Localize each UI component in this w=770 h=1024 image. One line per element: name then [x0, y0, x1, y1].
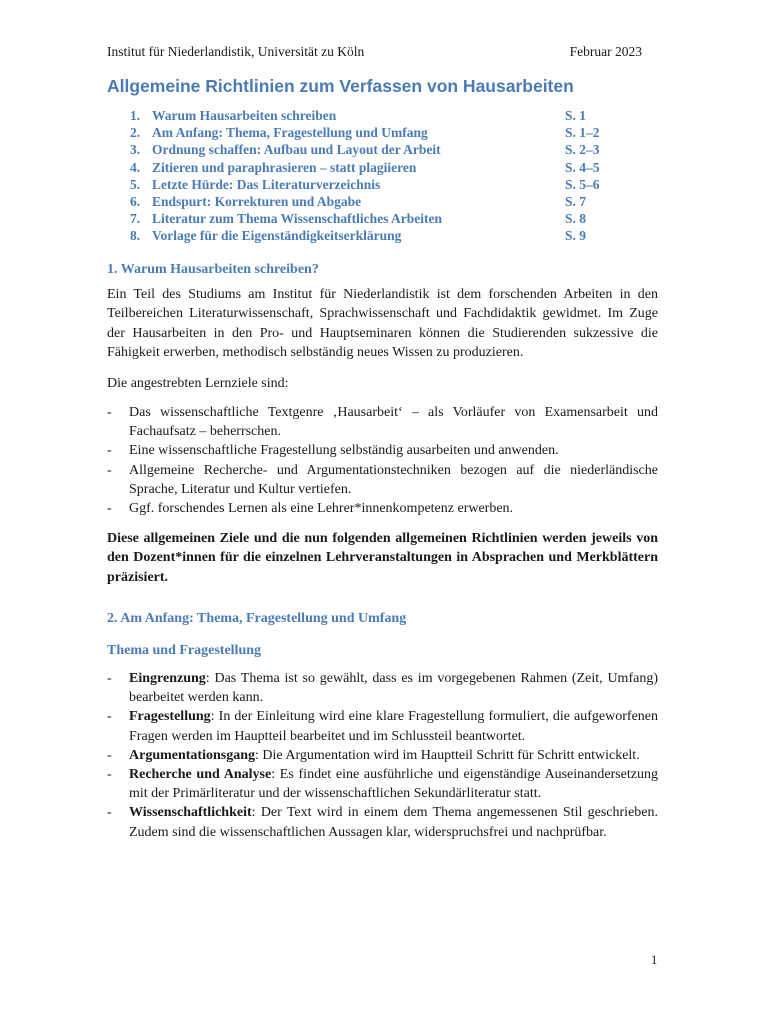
table-of-contents [130, 107, 610, 245]
toc-page: S. 4–5 [565, 159, 600, 175]
toc-page: S. 9 [565, 228, 587, 244]
toc-number: 6. [130, 193, 141, 209]
toc-title: Endspurt: Korrekturen und Abgabe [152, 193, 362, 209]
list-item: - Das wissenschaftliche Textgenre ‚Hausarbeit‘ – als Vorläufer von Examensarbeit und Fachaufsatz – beherrschen. [107, 403, 658, 441]
toc-number: 4. [130, 159, 141, 175]
header-institute: Institut für Niederlandistik, Universität zu Köln [107, 44, 365, 59]
section-2-subheading: Thema und Fragestellung [107, 643, 262, 658]
page-number: 1 [651, 953, 658, 967]
toc-number: 2. [130, 125, 141, 141]
toc-entry[interactable] [130, 193, 610, 210]
header-date: Februar 2023 [569, 44, 642, 59]
criterion-text: : Das Thema ist so gewählt, dass es im vorgegebenen Rahmen (Zeit, Umfang) bearbeitet werden kann. [129, 671, 658, 706]
toc-title: Ordnung schaffen: Aufbau und Layout der Arbeit [152, 142, 441, 158]
toc-number: 8. [130, 228, 141, 244]
toc-entry[interactable] [130, 176, 610, 193]
list-item [107, 707, 658, 745]
criterion-term: Fragestellung [129, 709, 211, 725]
toc-title: Warum Hausarbeiten schreiben [152, 108, 337, 123]
learning-goals-list [107, 403, 658, 518]
list-item: - Allgemeine Recherche- und Argumentationstechniken bezogen auf die niederländische Sprache, Literatur und Kultur vertiefen. [107, 461, 658, 499]
criterion-text: : Der Text wird in einem dem Thema angemessenen Stil geschrieben. Zudem sind die wissenschaftlichen Aussagen klar, widerspruchsfrei und nachprüfbar. [129, 805, 658, 840]
list-item: - Eine wissenschaftliche Fragestellung selbständig ausarbeiten und anwenden. [107, 441, 658, 460]
criterion-term: Wissenschaftlichkeit [129, 805, 252, 821]
toc-number: 7. [130, 211, 141, 227]
criterion-text: : Die Argumentation wird im Hauptteil Schritt für Schritt entwickelt. [255, 747, 640, 763]
list-item [107, 803, 658, 841]
criterion-term: Recherche und Analyse [129, 767, 272, 783]
list-item: - Ggf. forschendes Lernen als eine Lehrer*innenkompetenz erwerben. [107, 499, 658, 518]
toc-page: S. 8 [565, 211, 587, 227]
toc-entry[interactable] [130, 141, 610, 158]
toc-number: 5. [130, 176, 141, 192]
toc-title: Letzte Hürde: Das Literaturverzeichnis [152, 176, 381, 192]
section-1-intro: Ein Teil des Studiums am Institut für Niederlandistik ist dem forschenden Arbeiten in den Teilbereichen Literaturwissenschaft, Sprachwissenschaft und Fachdidaktik gewidmet. Im Zuge der Hausarbeiten in den Pro- und Hauptseminaren können die Studierenden sukzessive die Fähigkeit erwerben, methodisch selbständig neues Wissen zu produzieren. [107, 287, 658, 361]
toc-page: S. 1 [565, 108, 587, 123]
toc-entry[interactable] [130, 210, 610, 227]
toc-page: S. 1–2 [565, 125, 600, 141]
toc-entry[interactable] [130, 124, 610, 141]
criteria-list [107, 669, 658, 842]
toc-number: 1. [130, 108, 141, 123]
toc-title: Literatur zum Thema Wissenschaftliches Arbeiten [152, 211, 442, 227]
toc-entry[interactable] [130, 159, 610, 176]
list-item [107, 746, 658, 765]
toc-title: Am Anfang: Thema, Fragestellung und Umfang [152, 125, 428, 141]
criterion-text: : Es findet eine ausführliche und eigenständige Auseinandersetzung mit der Primärliteratur und der wissenschaftlichen Sekundärliteratur statt. [129, 767, 658, 802]
criterion-text: : In der Einleitung wird eine klare Fragestellung formuliert, die aufgeworfenen Fragen werden im Hauptteil bearbeitet und im Schlussteil beantwortet. [129, 709, 658, 744]
section-2-heading: 2. Am Anfang: Thema, Fragestellung und Umfang [107, 611, 407, 626]
list-item [107, 765, 658, 803]
page-header [107, 44, 642, 60]
list-item [107, 669, 658, 707]
section-1-conclusion: Diese allgemeinen Ziele und die nun folgenden allgemeinen Richtlinien werden jeweils von den Dozent*innen für die einzelnen Lehrveranstaltungen in Absprachen und Merkblättern präzisiert. [107, 531, 658, 585]
criterion-term: Eingrenzung [129, 671, 206, 686]
toc-entry[interactable] [130, 107, 610, 124]
toc-entry[interactable] [130, 227, 610, 244]
toc-page: S. 5–6 [565, 176, 600, 192]
section-1-heading: 1. Warum Hausarbeiten schreiben? [107, 262, 319, 277]
document-title: Allgemeine Richtlinien zum Verfassen von Hausarbeiten [107, 76, 574, 96]
toc-title: Zitieren und paraphrasieren – statt plagiieren [152, 159, 417, 175]
toc-number: 3. [130, 142, 141, 158]
goals-intro: Die angestrebten Lernziele sind: [107, 376, 289, 391]
toc-page: S. 2–3 [565, 142, 600, 158]
criterion-term: Argumentationsgang [129, 747, 256, 763]
toc-page: S. 7 [565, 193, 587, 209]
toc-title: Vorlage für die Eigenständigkeitserklärung [152, 228, 402, 244]
